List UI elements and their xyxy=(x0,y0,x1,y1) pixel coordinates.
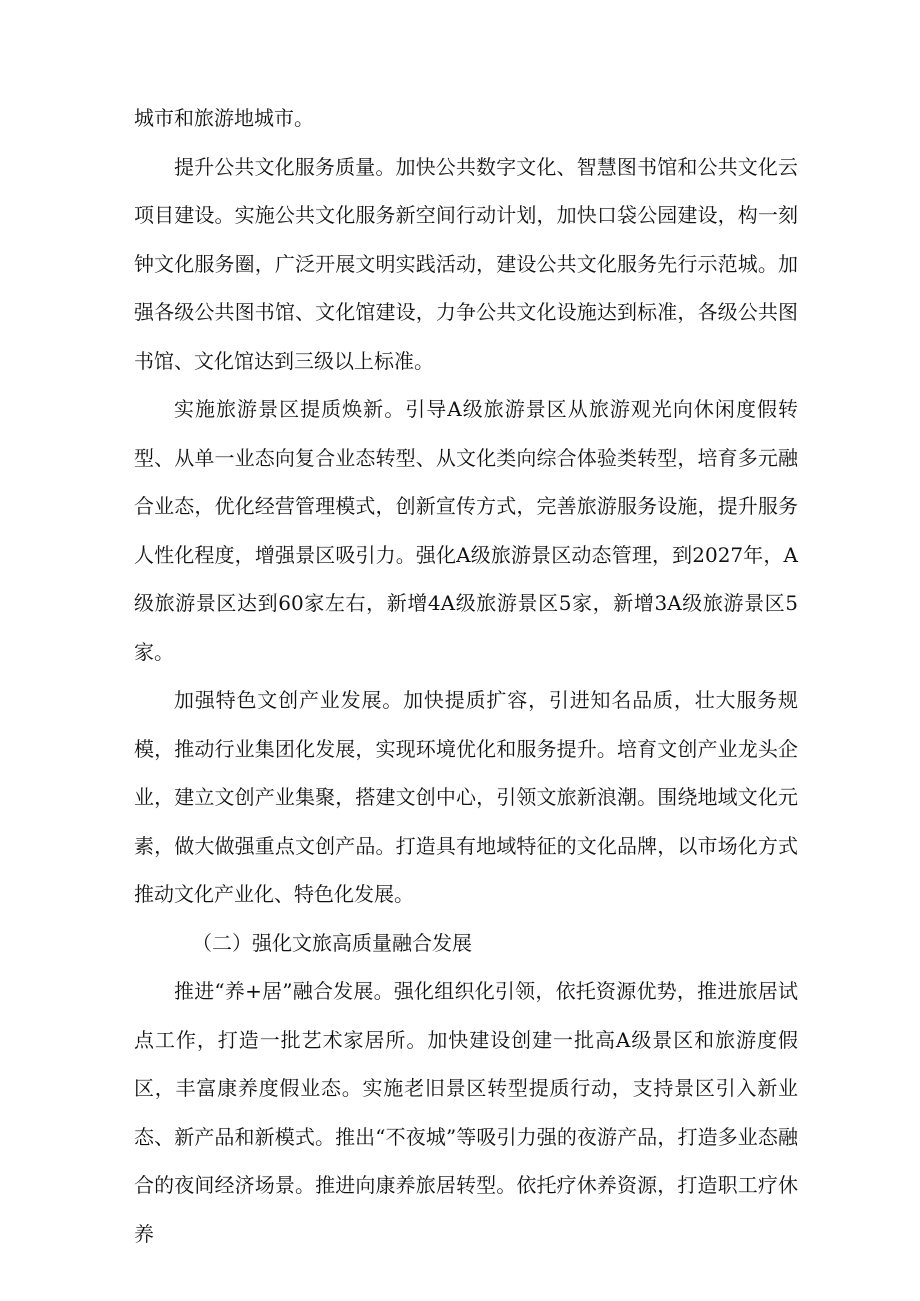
paragraph-cultural-creative-industry: 加强特色文创产业发展。加快提质扩容，引进知名品质，壮大服务规模，推动行业集团化发展，实现环境优化和服务提升。培育文创产业龙头企业，建立文创产业集聚，搭建文创中心，引领文旅新浪潮。围绕地域文化元素，做大做强重点文创产品。打造具有地域特征的文化品牌，以市场化方式推动文化产业化、特色化发展。 xyxy=(134,688,798,906)
paragraph-continuation: 城市和旅游地城市。 xyxy=(134,106,314,130)
paragraph-scenic-area-upgrade: 实施旅游景区提质焕新。引导A级旅游景区从旅游观光向休闲度假转型、从单一业态向复合业态转型、从文化类向综合体验类转型，培育多元融合业态，优化经营管理模式，创新宣传方式，完善旅游服务设施，提升服务人性化程度，增强景区吸引力。强化A级旅游景区动态管理，到2027年，A级旅游景区达到60家左右，新增4A级旅游景区5家，新增3A级旅游景区5家。 xyxy=(134,397,798,664)
document-body xyxy=(134,94,798,1258)
section-heading: （二）强化文旅高质量融合发展 xyxy=(192,930,472,955)
paragraph-public-culture-service: 提升公共文化服务质量。加快公共数字文化、智慧图书馆和公共文化云项目建设。实施公共文化服务新空间行动计划，加快口袋公园建设，构一刻钟文化服务圈，广泛开展文明实践活动，建设公共文化服务先行示范城。加强各级公共图书馆、文化馆建设，力争公共文化设施达到标准，各级公共图书馆、文化馆达到三级以上标准。 xyxy=(134,154,798,373)
paragraph-wellness-residence: 推进“养+居”融合发展。强化组织化引领，依托资源优势，推进旅居试点工作，打造一批艺术家居所。加快建设创建一批高A级景区和旅游度假区，丰富康养度假业态。实施老旧景区转型提质行动，支持景区引入新业态、新产品和新模式。推出“不夜城”等吸引力强的夜游产品，打造多业态融合的夜间经济场景。推进向康养旅居转型。依托疗休养资源，打造职工疗休养 xyxy=(134,979,798,1246)
